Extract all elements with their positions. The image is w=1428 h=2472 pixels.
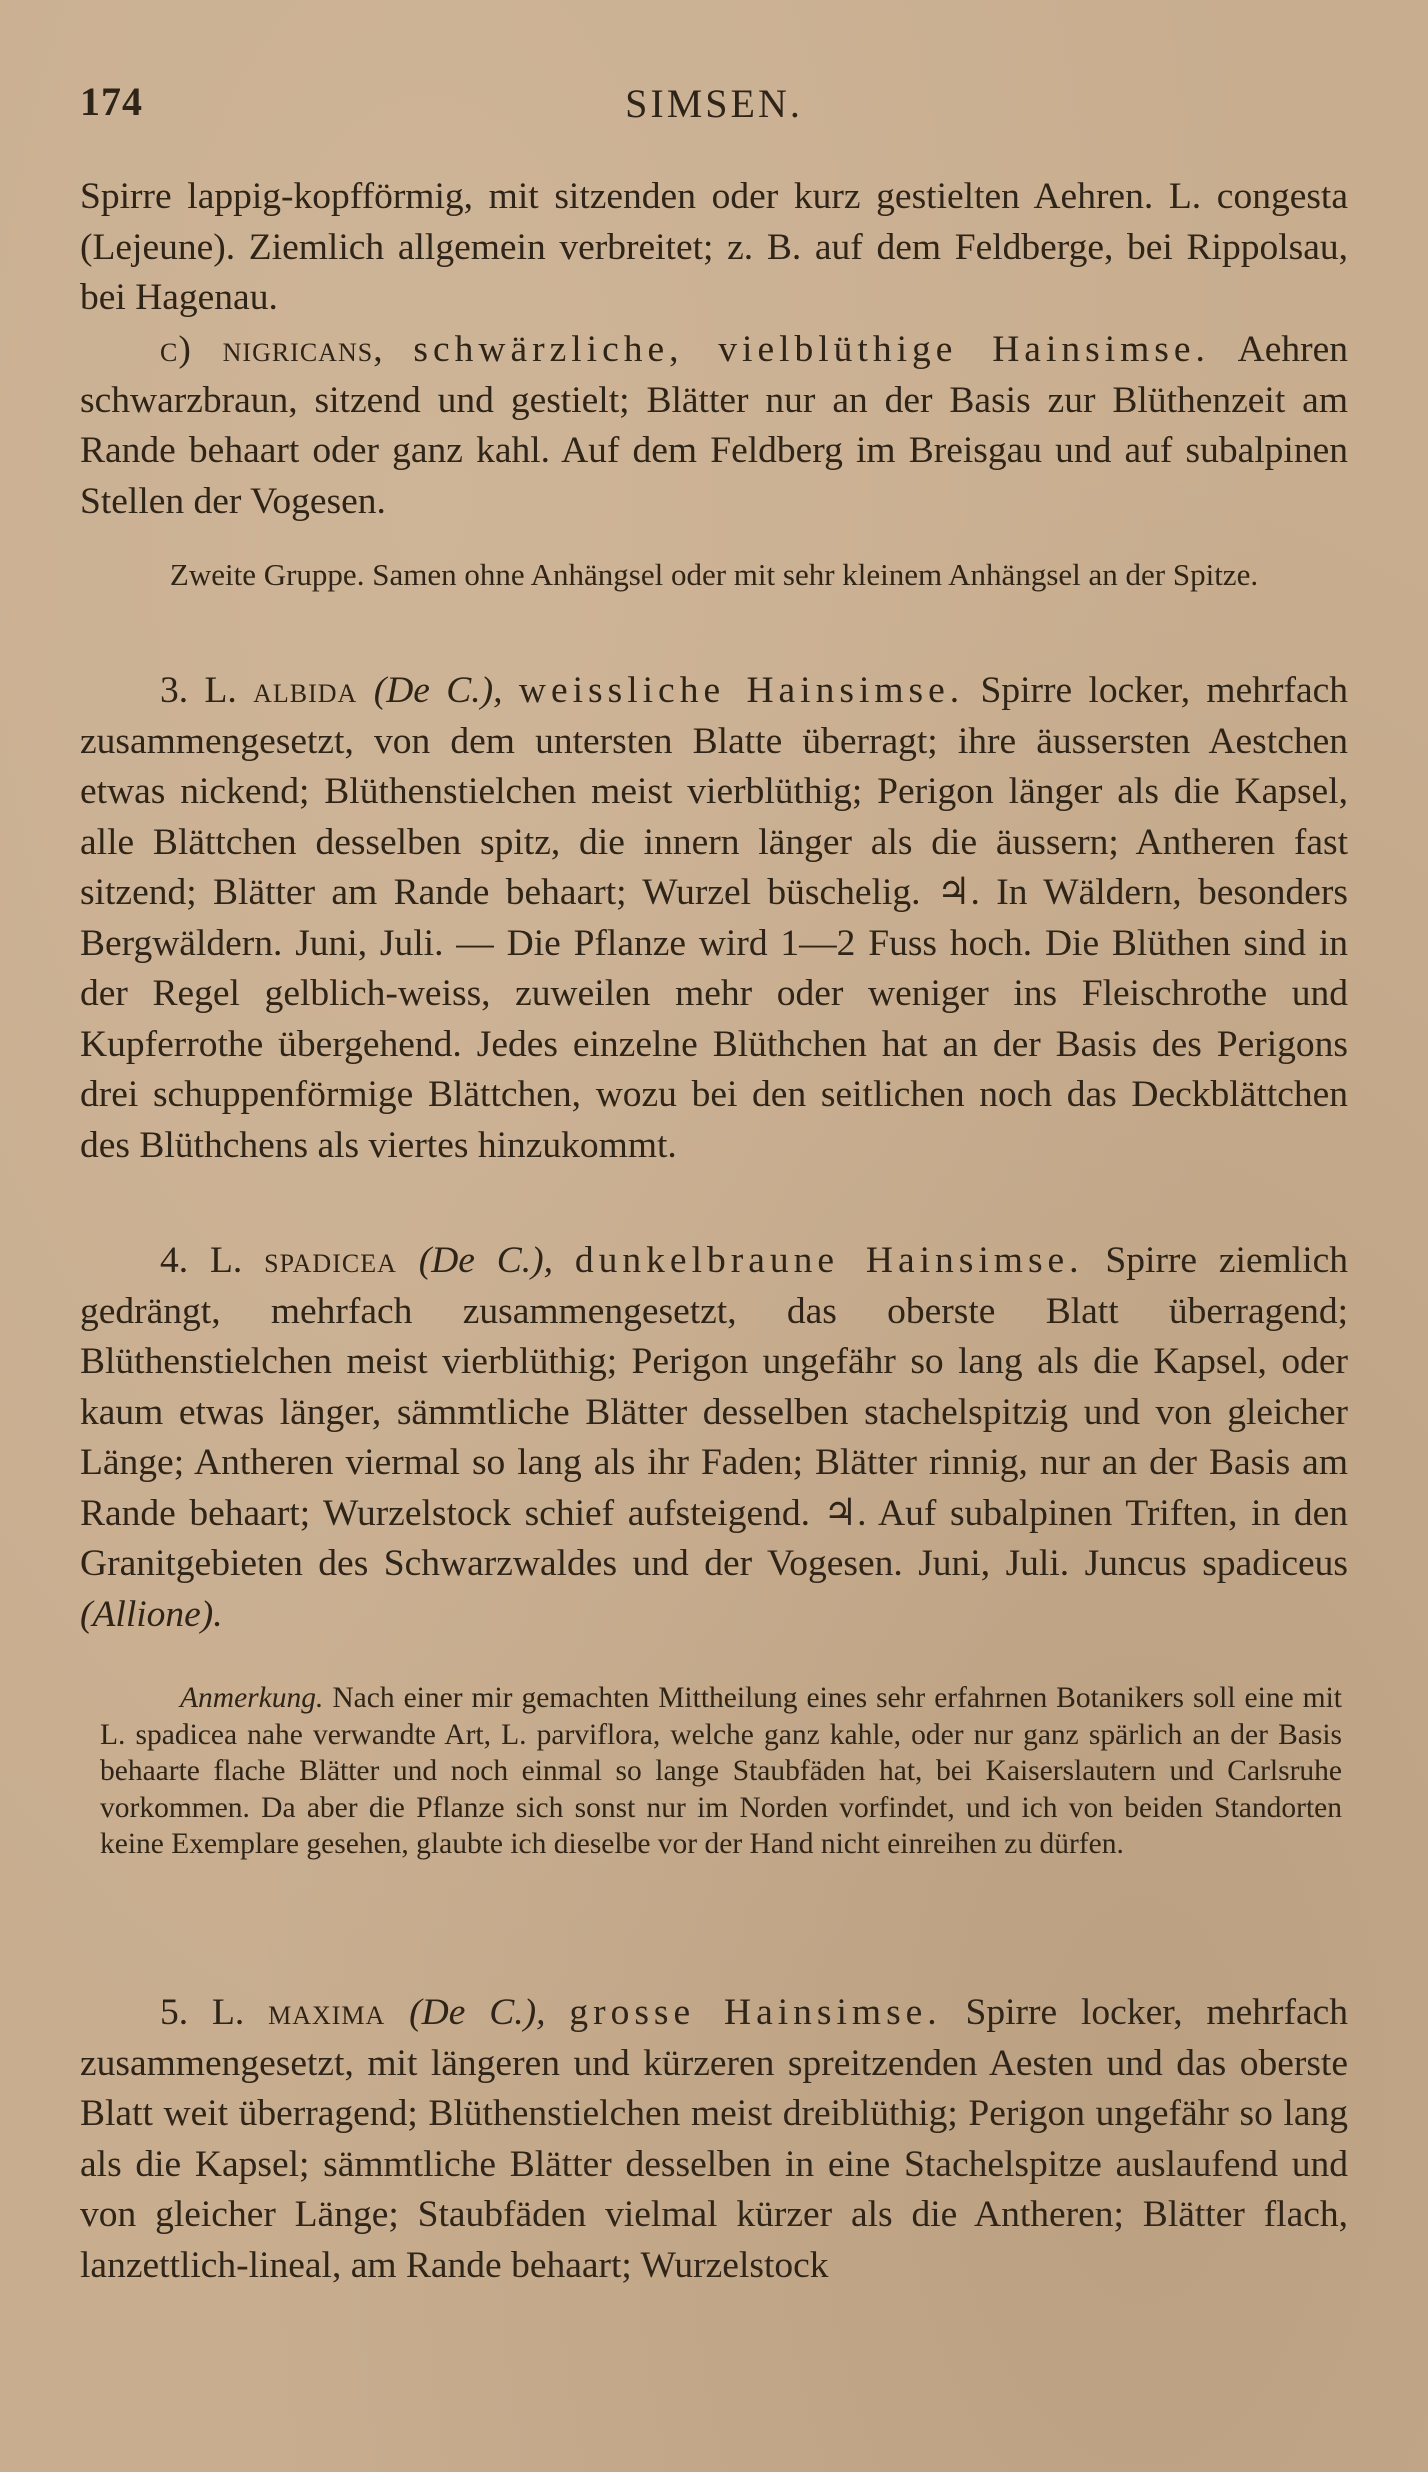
page-number: 174 bbox=[80, 79, 143, 124]
note-paragraph bbox=[80, 1680, 1348, 1863]
species-5-paragraph bbox=[80, 1988, 1348, 2291]
species-5-name: maxima bbox=[268, 1992, 386, 2033]
species-5-number: 5. L. bbox=[160, 1992, 245, 2033]
variety-nigricans-paragraph bbox=[80, 325, 1348, 527]
species-4-name: spadicea bbox=[264, 1240, 397, 1281]
species-3-description: Spirre locker, mehrfach zusammengesetzt, von dem untersten Blatte überragt; ihre äussersten Aestchen etwas nickend; Blüthenstielchen meist vierblüthig; Perigon länger als die Kapsel, alle Blättchen desselben spitz, die innern länger als die äussern; Antheren fast sitzend; Blätter am Rande behaart; Wurzel büschelig. ♃. In Wäldern, besonders Bergwäldern. Juni, Juli. — Die Pflanze wird 1—2 Fuss hoch. Die Blüthen sind in der Regel gelblich-weiss, zuweilen mehr oder weniger ins Fleischrothe und Kupferrothe übergehend. Jedes einzelne Blüthchen hat an der Basis des Perigons drei schuppenförmige Blättchen, wozu bei den seitlichen noch das Deckblättchen des Blüthchens als viertes hinzukommt. bbox=[80, 670, 1348, 1166]
page-header bbox=[80, 78, 1348, 138]
species-4-citation: (Allione). bbox=[80, 1593, 223, 1635]
species-5-block bbox=[80, 1988, 1348, 2291]
species-4-author: (De C.), bbox=[418, 1240, 554, 1281]
species-4-paragraph bbox=[80, 1236, 1348, 1640]
species-3-number: 3. L. bbox=[160, 670, 237, 711]
species-4-common-name: dunkelbraune Hainsimse. bbox=[574, 1240, 1084, 1281]
species-4-description: Spirre ziemlich gedrängt, mehrfach zusammengesetzt, das oberste Blatt überragend; Blüthenstielchen meist vierblüthig; Perigon ungefähr so lang als die Kapsel, oder kaum etwas länger, sämmtliche Blätter desselben stachelspitzig und von gleicher Länge; Antheren viermal so lang als ihr Faden; Blätter rinnig, nur an der Basis am Rande behaart; Wurzelstock schief aufsteigend. ♃. Auf subalpinen Triften, in den Granitgebieten des Schwarzwaldes und der Vogesen. Juni, Juli. Juncus spadiceus bbox=[80, 1240, 1349, 1584]
species-4-block bbox=[80, 1236, 1348, 1640]
note-label: Anmerkung. bbox=[180, 1682, 324, 1714]
variety-common-name: schwärzliche, vielblüthige Hainsimse. bbox=[413, 329, 1210, 370]
continuation-paragraph: Spirre lappig-kopfförmig, mit sitzenden oder kurz gestielten Aehren. L. congesta (Lejeune). Ziemlich allgemein verbreitet; z. B. auf dem Feldberge, bei Rippolsau, bei Hagenau. bbox=[80, 176, 1348, 318]
group-heading-block bbox=[80, 556, 1348, 593]
species-3-name: albida bbox=[253, 670, 358, 711]
continuation-block bbox=[80, 172, 1348, 324]
group-heading-text: Samen ohne Anhängsel oder mit sehr kleinem Anhängsel an der Spitze. bbox=[372, 557, 1259, 592]
species-3-paragraph bbox=[80, 666, 1348, 1171]
note-block bbox=[80, 1680, 1348, 1863]
group-heading bbox=[80, 556, 1348, 593]
species-5-author: (De C.), bbox=[409, 1992, 546, 2033]
variety-label: c) nigricans, bbox=[160, 329, 384, 370]
note-text: Nach einer mir gemachten Mittheilung eines sehr erfahrnen Botanikers soll eine mit L. spadicea nahe verwandte Art, L. parviflora, welche ganz kahle, oder nur ganz spärlich an der Basis behaarte flache Blätter und noch einmal so lange Staubfäden hat, bei Kaiserslautern und Carlsruhe vorkommen. Da aber die Pflanze sich sonst nur im Norden vorfindet, und ich von beiden Standorten keine Exemplare gesehen, glaubte ich dieselbe vor der Hand nicht einreihen zu dürfen. bbox=[100, 1682, 1343, 1860]
species-5-common-name: grosse Hainsimse. bbox=[569, 1992, 942, 2033]
species-5-description: Spirre locker, mehrfach zusammengesetzt, mit längeren und kürzeren spreitzenden Aesten und das oberste Blatt weit überragend; Blüthenstielchen meist dreiblüthig; Perigon ungefähr so lang als die Kapsel; sämmtliche Blätter desselben in eine Stachelspitze auslaufend und von gleicher Länge; Staubfäden vielmal kürzer als die Antheren; Blätter flach, lanzettlich-lineal, am Rande behaart; Wurzelstock bbox=[80, 1992, 1349, 2286]
species-3-common-name: weissliche Hainsimse. bbox=[518, 670, 965, 711]
variety-description: Aehren schwarzbraun, sitzend und gestielt; Blätter nur an der Basis zur Blüthenzeit am Rande behaart oder ganz kahl. Auf dem Feldberg im Breisgau und auf subalpinen Stellen der Vogesen. bbox=[80, 329, 1349, 522]
running-title: SIMSEN. bbox=[625, 81, 803, 126]
species-3-block bbox=[80, 666, 1348, 1171]
variety-nigricans-block bbox=[80, 325, 1348, 527]
species-3-author: (De C.), bbox=[373, 670, 503, 711]
species-4-number: 4. L. bbox=[160, 1240, 243, 1281]
group-heading-label: Zweite Gruppe. bbox=[169, 557, 365, 592]
